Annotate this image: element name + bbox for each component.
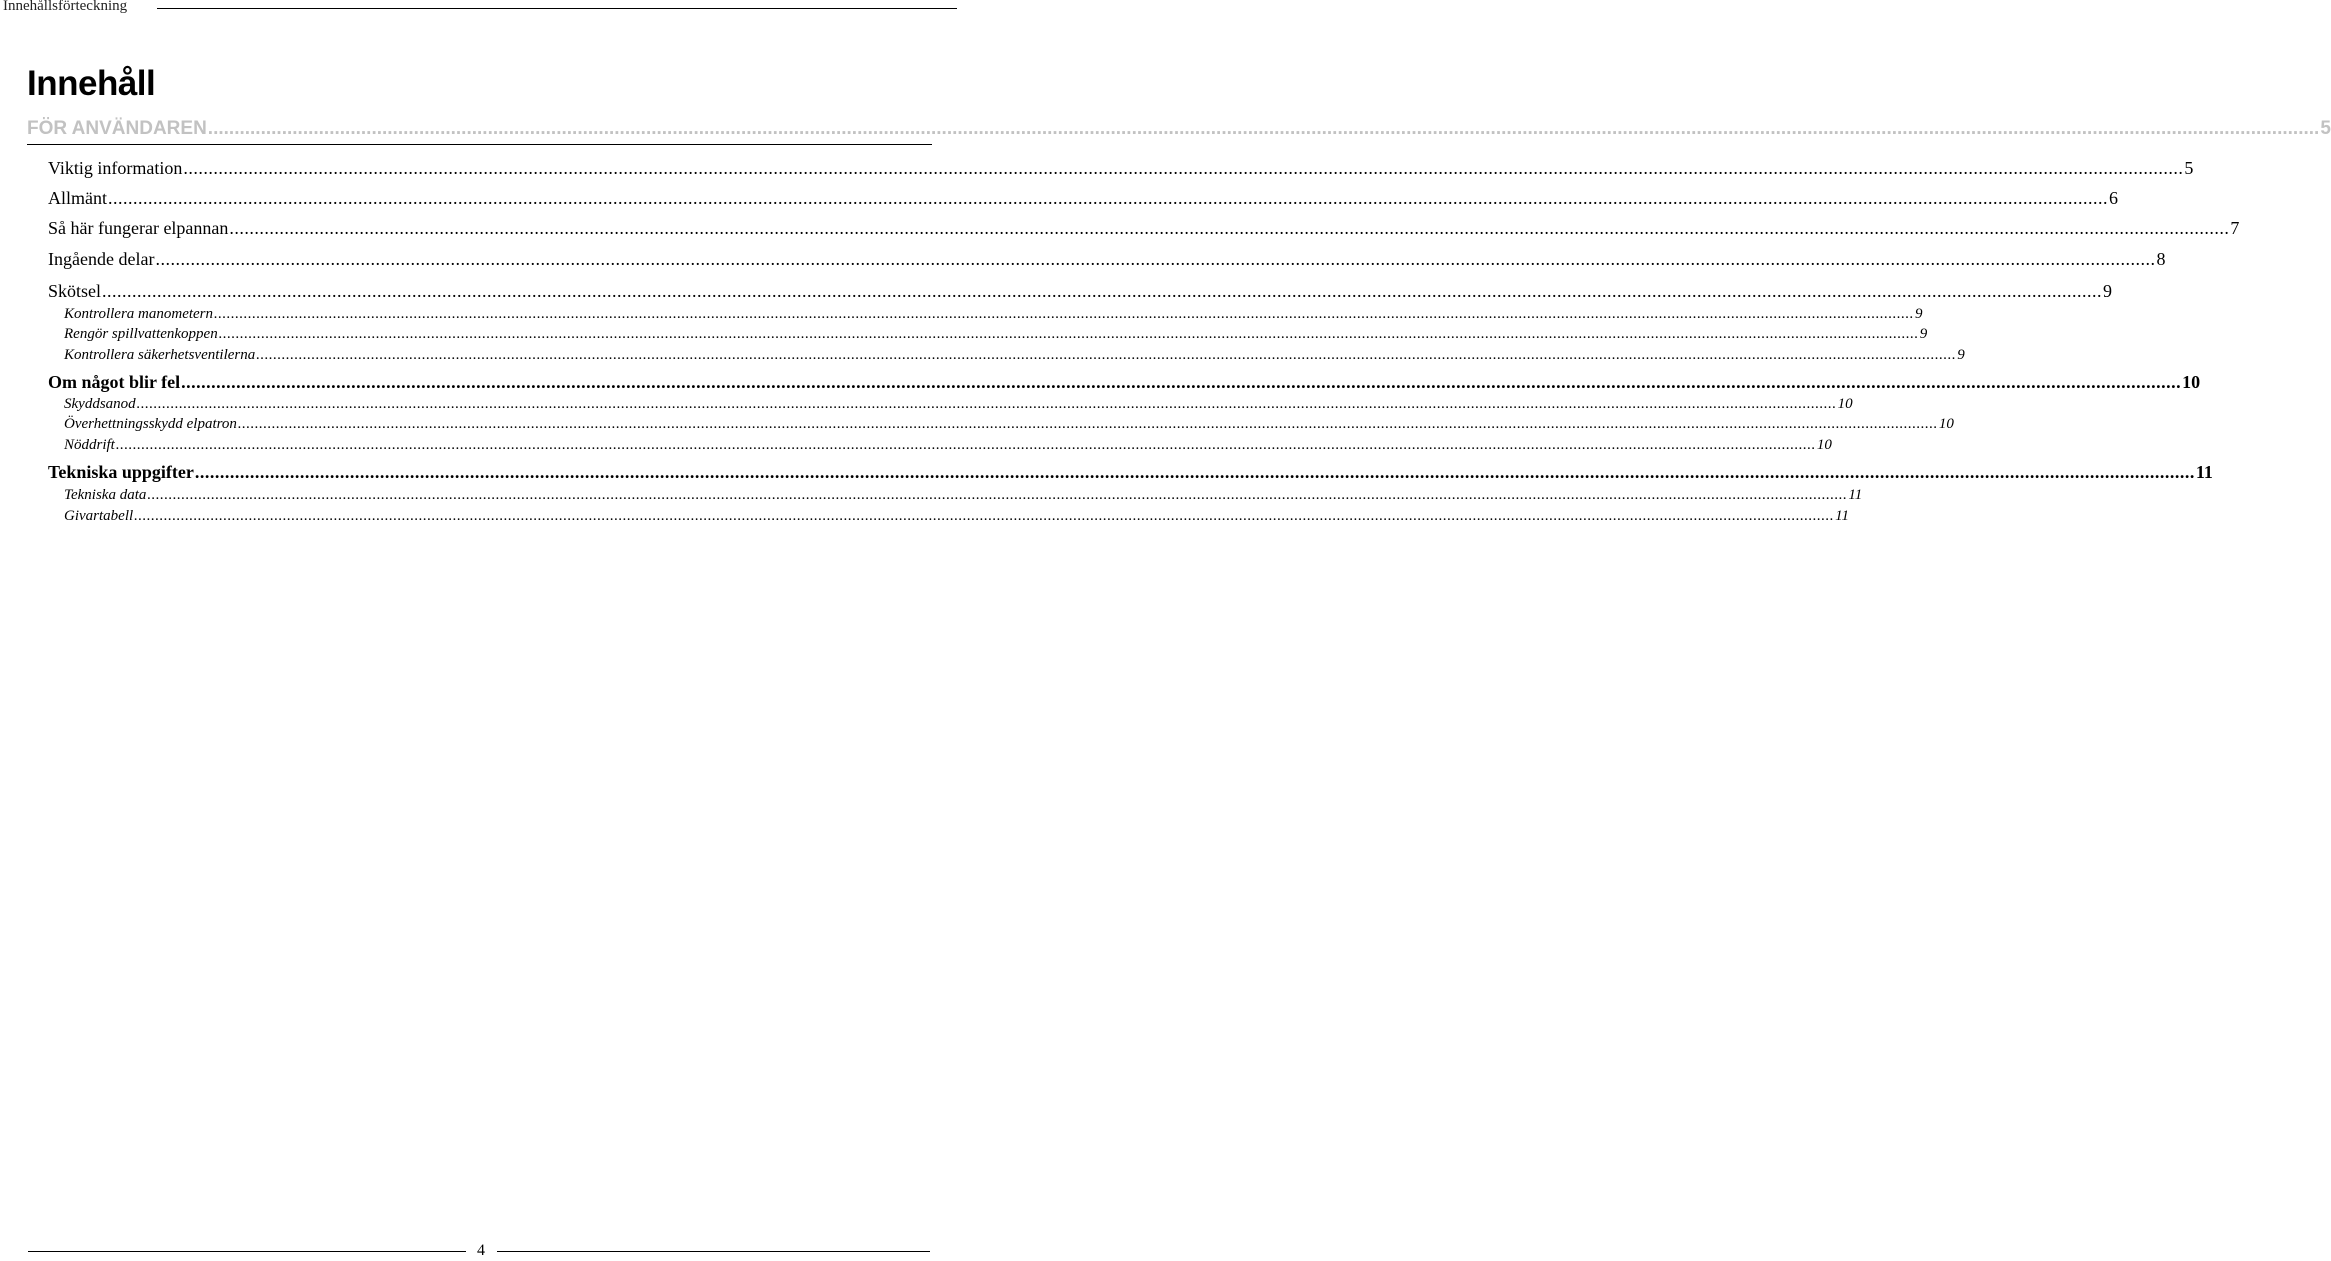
toc-entry-page: 11 xyxy=(1848,487,1863,503)
toc-subentry[interactable] xyxy=(64,305,1923,323)
toc-leader: ................................................................................................................................................................................................................................................................................................................................................................................................................ xyxy=(214,306,1915,322)
toc-leader: ................................................................................................................................................................................................................................................................................................................................................................................................................ xyxy=(181,372,2182,392)
toc-leader: ................................................................................................................................................................................................................................................................................................................................................................................................................ xyxy=(183,158,2184,178)
toc-entry-page: 8 xyxy=(2156,249,2166,269)
toc-leader: ................................................................................................................................................................................................................................................................................................................................................................................................................ xyxy=(218,326,1919,342)
toc-entry-page: 11 xyxy=(1835,508,1850,524)
toc-entry-page: 10 xyxy=(2182,372,2201,392)
toc-entry-page: 9 xyxy=(2103,281,2113,301)
toc-entry-page: 9 xyxy=(1957,347,1965,363)
toc-entry-title: Kontrollera säkerhetsventilerna xyxy=(64,347,256,363)
toc-subentry[interactable] xyxy=(64,415,1954,433)
toc-entry-title: Rengör spillvattenkoppen xyxy=(64,326,218,342)
toc-entry[interactable] xyxy=(48,157,2194,179)
toc-section-page: 5 xyxy=(2320,118,2331,139)
toc-leader: ................................................................................................................................................................................................................................................................................................................................................................................................................ xyxy=(102,281,2103,301)
toc-entry-title: Givartabell xyxy=(64,508,134,524)
page-footer xyxy=(0,1241,960,1261)
toc-entry-page: 9 xyxy=(1919,326,1928,342)
toc-entry[interactable] xyxy=(48,371,2201,393)
toc-entry-page: 10 xyxy=(1816,437,1832,453)
toc-leader: ................................................................................................................................................................................................................................................................................................................................................................................................................ xyxy=(136,396,1837,412)
toc-leader: ................................................................................................................................................................................................................................................................................................................................................................................................................ xyxy=(115,437,1816,453)
toc-entry-title: Ingående delar xyxy=(48,249,155,269)
toc-subentry[interactable] xyxy=(64,325,1928,343)
toc-entry-title: Så här fungerar elpannan xyxy=(48,218,229,238)
running-header xyxy=(0,0,960,16)
toc-entry-title: Tekniska data xyxy=(64,487,147,503)
toc-subentry[interactable] xyxy=(64,346,1965,364)
toc-leader: ................................................................................................................................................................................................................................................................................................................................................................................................................ xyxy=(256,347,1957,363)
toc-leader: ................................................................................................................................................................................................................................................................................................................................................................................................................ xyxy=(207,118,2320,139)
toc-entry-title: Överhettningsskydd elpatron xyxy=(64,416,237,432)
toc-entry-page: 9 xyxy=(1915,306,1923,322)
toc-subentry[interactable] xyxy=(64,395,1853,413)
toc-entry[interactable] xyxy=(48,187,2118,209)
running-header-title: Innehållsförteckning xyxy=(3,0,128,14)
toc-leader: ................................................................................................................................................................................................................................................................................................................................................................................................................ xyxy=(108,188,2108,208)
toc-entry-page: 10 xyxy=(1938,416,1954,432)
footer-rule-left xyxy=(28,1251,466,1252)
toc-entry[interactable] xyxy=(48,461,2213,483)
page-number: 4 xyxy=(477,1242,485,1259)
toc-entry-page: 6 xyxy=(2109,188,2118,208)
toc-entry-page: 5 xyxy=(2184,158,2194,178)
toc-entry-page: 7 xyxy=(2230,218,2240,238)
page-title: Innehåll xyxy=(27,64,156,103)
toc-entry-title: Om något blir fel xyxy=(48,372,181,392)
footer-rule-right xyxy=(497,1251,930,1252)
toc-leader: ................................................................................................................................................................................................................................................................................................................................................................................................................ xyxy=(155,249,2156,269)
toc-entry-page: 10 xyxy=(1837,396,1853,412)
toc-leader: ................................................................................................................................................................................................................................................................................................................................................................................................................ xyxy=(134,508,1835,524)
toc-entry-title: Viktig information xyxy=(48,158,183,178)
toc-entry-title: Skötsel xyxy=(48,281,102,301)
toc-entry-title: Tekniska uppgifter xyxy=(48,462,194,482)
toc-entry[interactable] xyxy=(48,280,2113,302)
toc-entry-page: 11 xyxy=(2195,462,2213,482)
toc-leader: ................................................................................................................................................................................................................................................................................................................................................................................................................ xyxy=(194,462,2195,482)
toc-section-label: FÖR ANVÄNDAREN xyxy=(27,118,207,139)
toc-section-heading[interactable] xyxy=(27,115,2331,141)
toc-subentry[interactable] xyxy=(64,436,1832,454)
toc-leader: ................................................................................................................................................................................................................................................................................................................................................................................................................ xyxy=(229,218,2230,238)
toc-entry[interactable] xyxy=(48,217,2240,239)
toc-entry-title: Kontrollera manometern xyxy=(64,306,214,322)
toc-leader: ................................................................................................................................................................................................................................................................................................................................................................................................................ xyxy=(147,487,1848,503)
toc-subentry[interactable] xyxy=(64,486,1863,504)
header-rule xyxy=(157,8,957,9)
toc-entry-title: Skyddsanod xyxy=(64,396,136,412)
toc-leader: ................................................................................................................................................................................................................................................................................................................................................................................................................ xyxy=(237,416,1938,432)
toc-subentry[interactable] xyxy=(64,507,1850,525)
toc-entry-title: Allmänt xyxy=(48,188,107,208)
toc-entry-title: Nöddrift xyxy=(64,437,115,453)
section-rule xyxy=(27,144,932,145)
toc-entry[interactable] xyxy=(48,248,2166,270)
